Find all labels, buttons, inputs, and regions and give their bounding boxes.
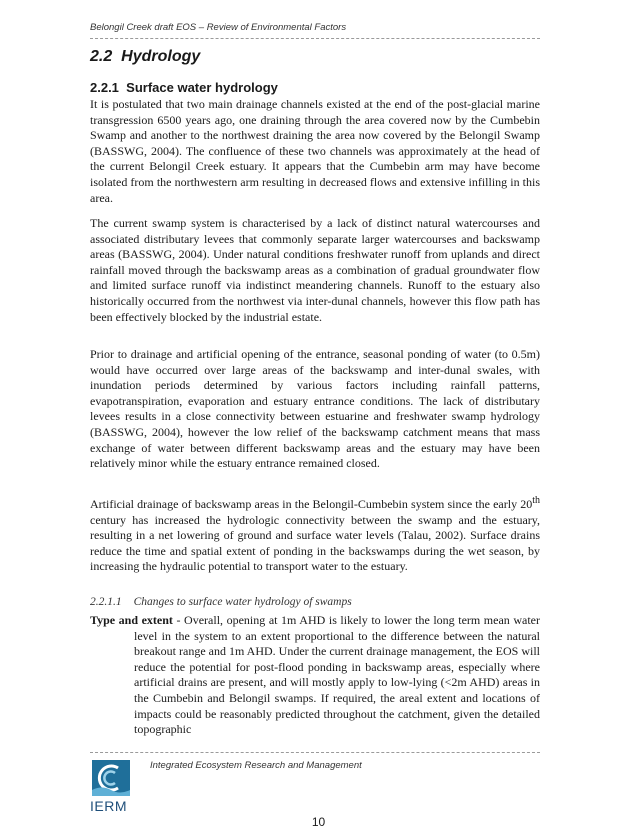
- paragraph-2: The current swamp system is characterised by a lack of distinct natural watercourses and associated distributary levees that commonly separate larger watercourses and backswamp areas (BASSWG, 2004). Under natural conditions freshwater runoff from uplands and direct rainfall moved through the backswamp areas as a combination of gradual groundwater flow and limited surface runoff via indistinct meandering channels. Runoff to the estuary also historically occurred from the northwest via inter-dunal channels, however this flow path has been effectively blocked by the industrial estate.: [90, 216, 540, 324]
- subsection-number: 2.2.1: [90, 80, 119, 95]
- section-number: 2.2: [90, 48, 113, 65]
- section-title: Hydrology: [121, 48, 201, 65]
- subsubsection-number: 2.2.1.1: [90, 596, 122, 608]
- footer-organisation: Integrated Ecosystem Research and Management: [150, 760, 362, 771]
- type-and-extent-term: Type and extent: [90, 613, 173, 627]
- page-number: 10: [311, 815, 326, 829]
- paragraph-4: [90, 493, 540, 575]
- subsection-heading: [90, 80, 278, 95]
- running-header: Belongil Creek draft EOS – Review of Environmental Factors: [90, 22, 347, 33]
- ierm-logo-icon: [92, 760, 130, 796]
- paragraph-3: Prior to drainage and artificial opening of the entrance, seasonal ponding of water (to 0.5m) would have occurred over large areas of the backswamp and inter-dunal swales, with inundation periods determined by various factors including rainfall patterns, evapotranspiration, evaporation and estuary entrance conditions. The lack of distributary levees results in a close connectivity between estuarine and freshwater swamp hydrology (BASSWG, 2004), however the low relief of the backswamp catchment means that mass exchange of water between different backswamp areas and the estuary may have been relatively minor while the estuary entrance remained closed.: [90, 347, 540, 471]
- subsection-title: Surface water hydrology: [126, 80, 278, 95]
- paragraph-4-text-b: century has increased the hydrologic connectivity between the swamp and the estuary, resulting in a net lowering of ground and surface water levels (Talau, 2002). Surface drains reduce the time and spatial extent of ponding in the backswamps during the wet season, by increasing the hydraulic potential to transport water to the estuary.: [90, 512, 540, 574]
- subsubsection-heading: [90, 596, 352, 608]
- superscript-th: th: [532, 495, 540, 506]
- subsubsection-title: Changes to surface water hydrology of swamps: [133, 596, 352, 608]
- type-and-extent-text: - Overall, opening at 1m AHD is likely to lower the long term mean water level in the system to an extent proportional to the difference between the natural breakout range and 1m AHD. Under the current drainage management, the EOS will reduce the potential for post-flood ponding in backswamp areas, especially where artificial drains are present, and will mostly apply to low-lying (<2m AHD) areas in the Cumbebin and Belongil swamps. If required, the areal extent and locations of impacts could be reasonably predicted throughout the catchment, given the detailed topographic: [134, 613, 541, 737]
- footer-divider: [90, 752, 540, 753]
- paragraph-1: It is postulated that two main drainage channels existed at the end of the post-glacial marine transgression 6500 years ago, one draining through the area covered now by the Cumbebin Swamp and another to the northwest draining the area now covered by the Belongil Swamp (BASSWG, 2004). The confluence of these two channels was approximately at the head of the current Belongil Creek estuary. It appears that the Cumbebin arm may have become isolated from the northwestern arm resulting in decreased flows and extensive infilling in this area.: [90, 97, 540, 205]
- logo-text: IERM: [90, 798, 127, 814]
- type-and-extent-paragraph: [90, 613, 540, 738]
- header-divider: [90, 38, 540, 39]
- section-heading: [90, 48, 200, 66]
- paragraph-4-text-a: Artificial drainage of backswamp areas in the Belongil-Cumbebin system since the early 20: [90, 497, 533, 511]
